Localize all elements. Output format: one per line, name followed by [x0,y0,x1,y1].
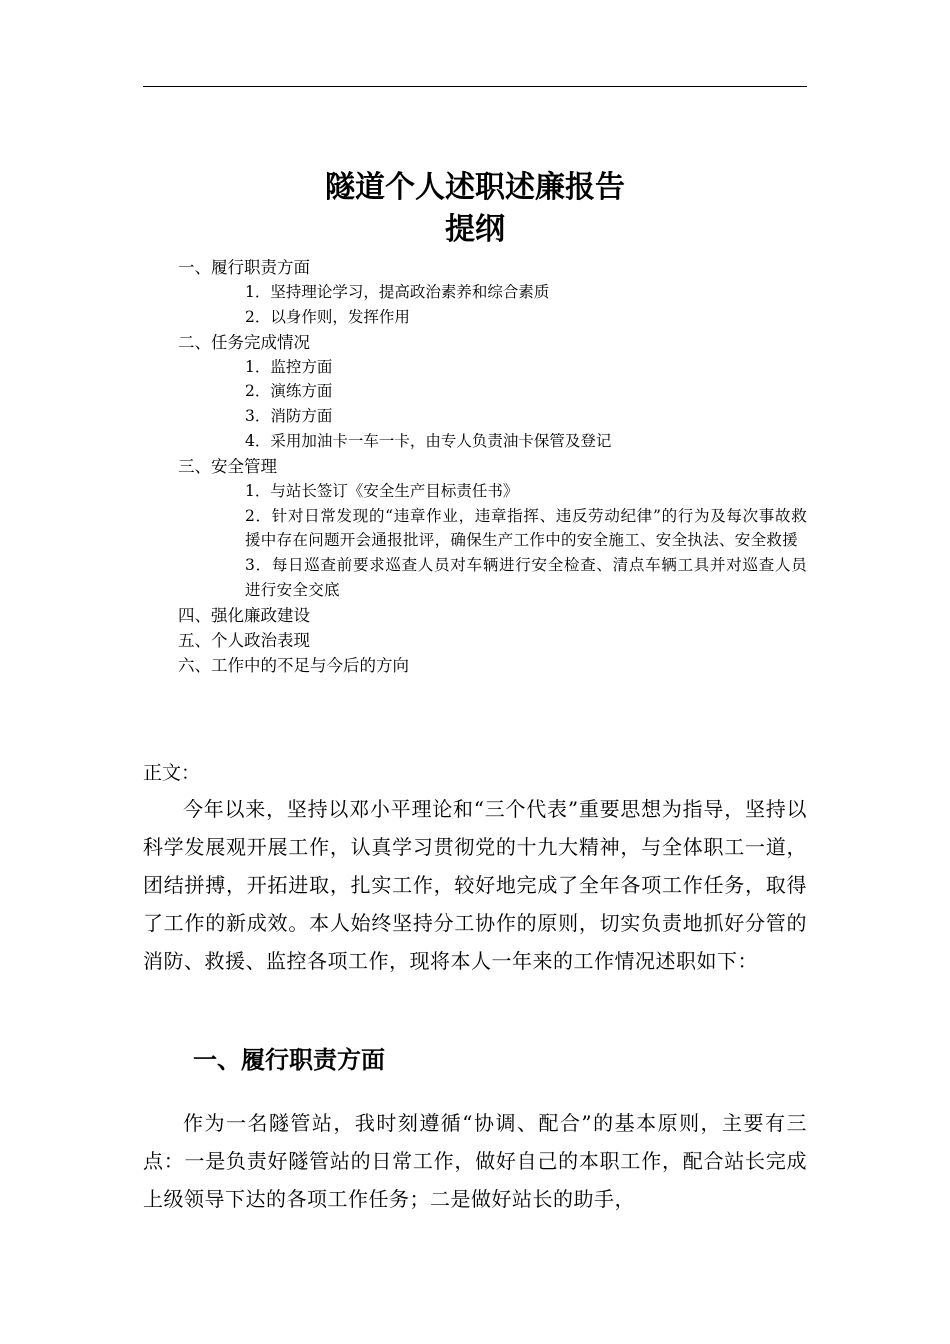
header-rule [143,86,807,87]
section-heading: 一、履行职责方面 [193,1046,385,1074]
outline-section-3: 三、安全管理 [178,456,277,476]
outline-section-2: 二、任务完成情况 [178,332,310,352]
outline-item: 3．每日巡查前要求巡查人员对车辆进行安全检查、清点车辆工具并对巡查人员进行安全交底 [245,556,807,599]
body-label: 正文： [143,762,201,784]
outline-section-4: 四、强化廉政建设 [178,605,310,625]
outline-section-5: 五、个人政治表现 [178,630,310,650]
outline-item: 2．以身作则，发挥作用 [245,307,410,326]
intro-paragraph: 今年以来，坚持以邓小平理论和“三个代表”重要思想为指导，坚持以科学发展观开展工作，认真学习贯彻党的十九大精神，与全体职工一道，团结拼搏，开拓进取，扎实工作，较好地完成了全年各项工作任务，取得了工作的新成效。本人始终坚持分工协作的原则，切实负责地抓好分管的消防、救援、监控各项工作，现将本人一年来的工作情况述职如下： [143,797,807,973]
body-paragraph: 作为一名隧管站，我时刻遵循“协调、配合”的基本原则，主要有三点：一是负责好隧管站的日常工作，做好自己的本职工作，配合站长完成上级领导下达的各项工作任务；二是做好站长的助手， [143,1111,807,1211]
outline [143,255,807,678]
outline-item: 3．消防方面 [245,407,333,426]
outline-section-1: 一、履行职责方面 [178,258,310,277]
outline-item: 4．采用加油卡一车一卡，由专人负责油卡保管及登记 [245,431,612,450]
outline-item: 1．监控方面 [245,357,333,376]
outline-item: 2．针对日常发现的“违章作业，违章指挥、违反劳动纪律”的行为及每次事故救援中存在问题开会通报批评，确保生产工作中的安全施工、安全执法、安全救援 [245,506,807,550]
outline-section-6: 六、工作中的不足与今后的方向 [178,655,409,675]
outline-item: 2．演练方面 [245,382,333,401]
document-subtitle: 提纲 [445,212,505,247]
outline-item: 1．与站长签订《安全生产目标责任书》 [245,481,519,500]
outline-item: 1．坚持理论学习，提高政治素养和综合素质 [245,283,550,301]
document-title: 隧道个人述职述廉报告 [325,170,625,205]
